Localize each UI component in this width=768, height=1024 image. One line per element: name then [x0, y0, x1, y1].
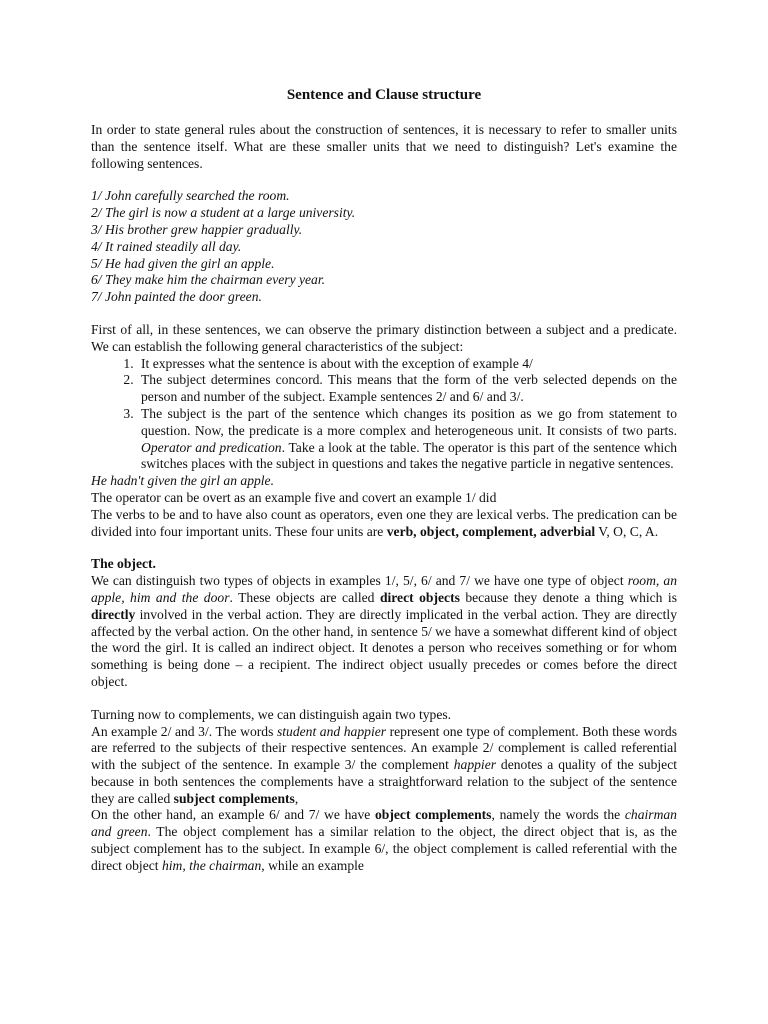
paragraph-text: . These objects are called — [229, 589, 380, 605]
paragraph-bold: object complements — [375, 807, 492, 823]
example-sentence-5: 5/ He had given the girl an apple. — [91, 255, 275, 271]
example-sentence-7: 7/ John painted the door green. — [91, 289, 262, 305]
paragraph-text: V, O, C, A. — [595, 523, 659, 539]
object-heading: The object. — [91, 556, 156, 572]
paragraph-text: An example 2/ and 3/. The words — [91, 723, 277, 739]
example-sentence-1: 1/ John carefully searched the room. — [91, 188, 290, 204]
paragraph-text: represent one type of complement. Both these words are referred to the subjects of their respective sentences. An example 2/ complement is called referential with the subject of the sentence. In example 3/ the complement — [91, 723, 677, 773]
paragraph-italic: room, an apple, him and the door — [91, 573, 677, 605]
paragraph-text: We can distinguish two types of objects in examples 1/, 5/, 6/ and 7/ we have one type of object — [91, 573, 628, 589]
paragraph-bold: verb, object, complement, adverbial — [386, 523, 596, 539]
list-item — [137, 406, 677, 473]
intro-paragraph: In order to state general rules about the construction of sentences, it is necessary to refer to smaller units than the sentence itself. What are these smaller units that we need to distinguish? Let's examine the following sentences. — [91, 122, 677, 171]
object-paragraph — [91, 573, 677, 691]
spacer — [91, 540, 677, 556]
example-sentence-4: 4/ It rained steadily all day. — [91, 238, 242, 254]
example-sentences — [91, 188, 677, 306]
list-item: 1. It expresses what the sentence is about with the exception of example 4/ — [137, 356, 677, 373]
paragraph-bold: subject complements — [173, 790, 295, 806]
paragraph-text: On the other hand, an example 6/ and 7/ we have — [91, 807, 375, 823]
paragraph-text: because they denote a thing which is — [459, 589, 678, 605]
list-item-text: . Take a look at the table. The operator is this part of the sentence which switches places with the subject in questions and takes the negative particle in negative sentences. — [141, 439, 677, 472]
paragraph-text: , while an example — [261, 857, 364, 873]
operator-line: The operator can be overt as an example five and covert an example 1/ did — [91, 489, 497, 505]
paragraph-text: , — [294, 790, 299, 806]
spacer — [91, 172, 677, 188]
list-item: 2. The subject determines concord. This means that the form of the verb selected depends on the person and number of the subject. Example sentences 2/ and 6/ and 3/. — [137, 372, 677, 406]
paragraph-italic: chairman and green — [91, 807, 677, 840]
paragraph-italic: happier — [453, 757, 497, 773]
complements-intro: Turning now to complements, we can distinguish again two types. — [91, 706, 452, 722]
example-sentence-3: 3/ His brother grew happier gradually. — [91, 221, 303, 237]
paragraph-italic: him, the chairman — [161, 857, 262, 873]
paragraph-bold: direct objects — [379, 589, 460, 605]
subject-intro-paragraph: First of all, in these sentences, we can observe the primary distinction between a subject and a predicate. We can establish the following general characteristics of the subject: — [91, 321, 677, 354]
example-sentence-6: 6/ They make him the chairman every year. — [91, 272, 326, 288]
complement-paragraph — [91, 724, 677, 808]
paragraph-italic: student and happier — [276, 723, 387, 739]
object-complement-paragraph — [91, 807, 677, 874]
example-sentence-2: 2/ The girl is now a student at a large university. — [91, 205, 356, 221]
paragraph-text: involved in the verbal action. They are directly implicated in the verbal action. They are directly affected by the verbal action. On the other hand, in sentence 5/ we have a somewhat different kind of object the word the girl. It is called an indirect object. It denotes a person who receives something or for whom something is being done – a recipient. The indirect object usually precedes or comes before the direct object. — [91, 606, 677, 689]
page-title: Sentence and Clause structure — [286, 87, 482, 103]
list-item-text: The subject is the part of the sentence which changes its position as we go from statement to question. Now, the predicate is a more complex and heterogeneous unit. It consists of two parts. — [141, 405, 677, 438]
paragraph-text: The verbs to be and to have also count as operators, even one they are lexical verbs. The predication can be divided into four important units. These four units are — [91, 506, 677, 539]
negative-example: He hadn't given the girl an apple. — [91, 473, 274, 489]
paragraph-text: , namely the words the — [491, 807, 625, 823]
list-item-emphasis: Operator and predication — [141, 439, 282, 455]
spacer — [91, 691, 677, 707]
paragraph-bold: directly — [91, 606, 136, 622]
paragraph-text: denotes a quality of the subject because in both sentences the complements have a straightforward relation to the subject of the sentence they are called — [91, 757, 678, 806]
paragraph-text: . The object complement has a similar relation to the object, the direct object that is, as the subject complement has to the subject. In example 6/, the object complement is called referential with the direct object — [91, 824, 677, 873]
verbs-paragraph — [91, 507, 677, 541]
subject-characteristics-list — [91, 356, 677, 474]
spacer — [91, 306, 677, 322]
